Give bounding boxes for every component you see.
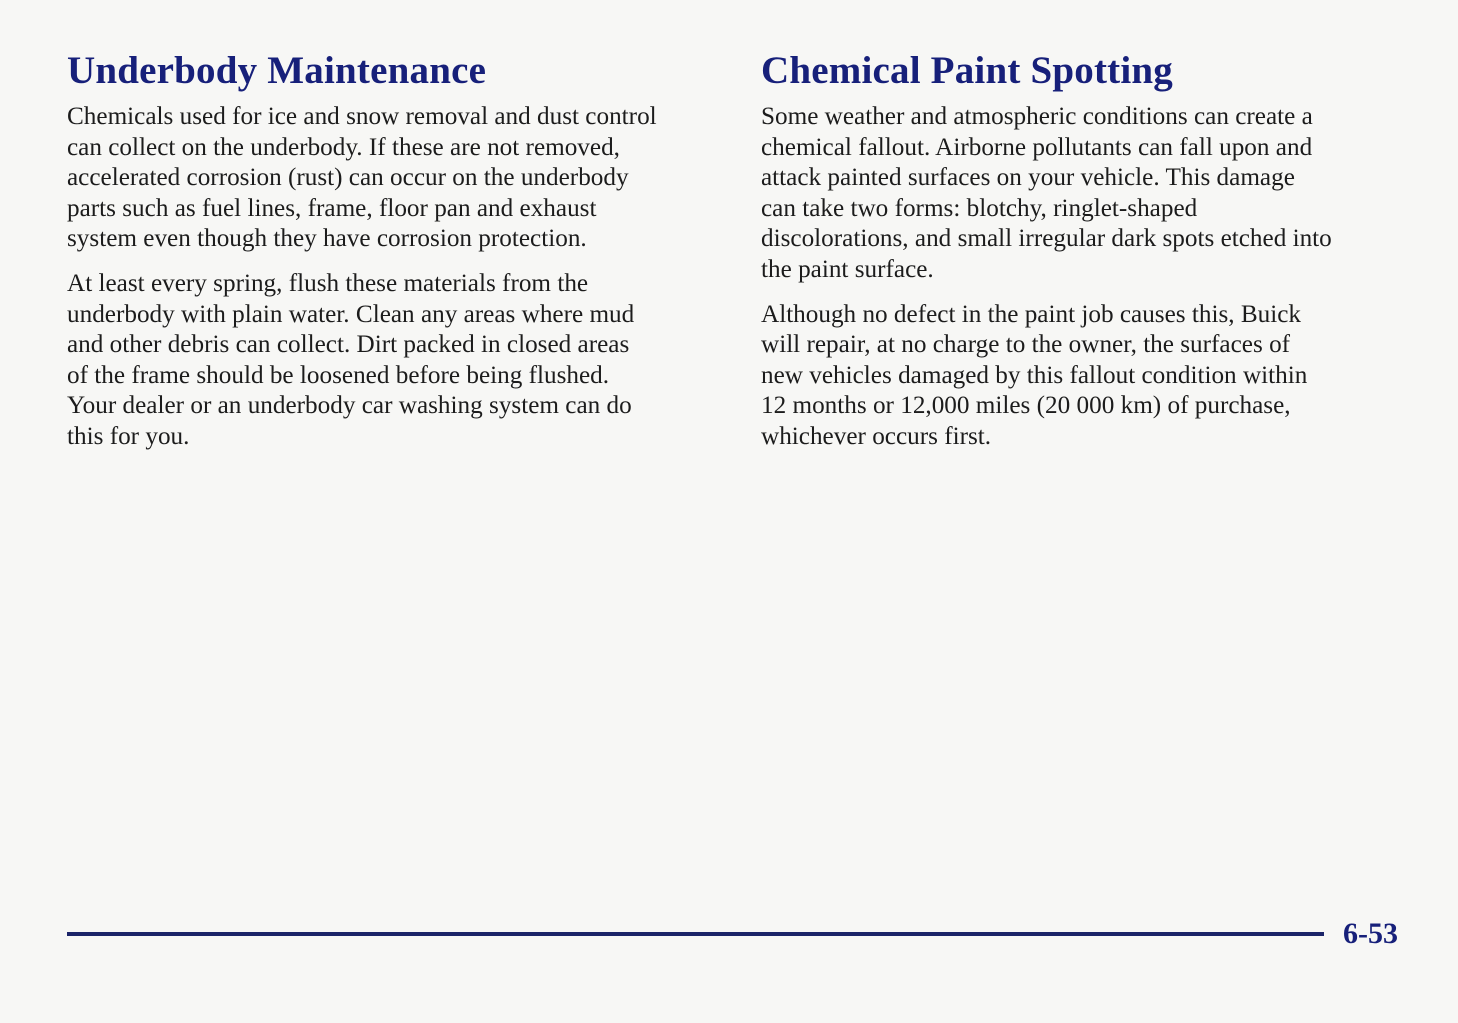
footer-divider-rule xyxy=(67,932,1324,936)
right-column xyxy=(761,48,1411,467)
paint-spotting-paragraph-1: Some weather and atmospheric conditions can create a chemical fallout. Airborne pollutants can fall upon and attack painted surfaces on your vehicle. This damage can take two forms: blotchy, ringlet-shaped discolorations, and small irregular dark spots etched into the paint surface. xyxy=(761,103,1332,283)
paint-spotting-paragraph-2: Although no defect in the paint job causes this, Buick will repair, at no charge to the owner, the surfaces of new vehicles damaged by this fallout condition within 12 months or 12,000 miles (20 000 km) of purchase, whichever occurs first. xyxy=(761,300,1308,450)
underbody-paragraph-2: At least every spring, flush these materials from the underbody with plain water. Clean any areas where mud and other debris can collect. Dirt packed in closed areas of the frame should be loosened before being flushed. Your dealer or an underbody car washing system can do this for you. xyxy=(67,269,635,450)
chemical-paint-spotting-heading: Chemical Paint Spotting xyxy=(761,49,1173,92)
page-number: 6-53 xyxy=(1343,917,1398,950)
left-column xyxy=(67,48,717,467)
underbody-maintenance-heading: Underbody Maintenance xyxy=(67,49,487,92)
underbody-paragraph-1: Chemicals used for ice and snow removal and dust control can collect on the underbody. If these are not removed, accelerated corrosion (rust) can occur on the underbody parts such as fuel lines, frame, floor pan and exhaust system even though they have corrosion protection. xyxy=(67,103,657,253)
